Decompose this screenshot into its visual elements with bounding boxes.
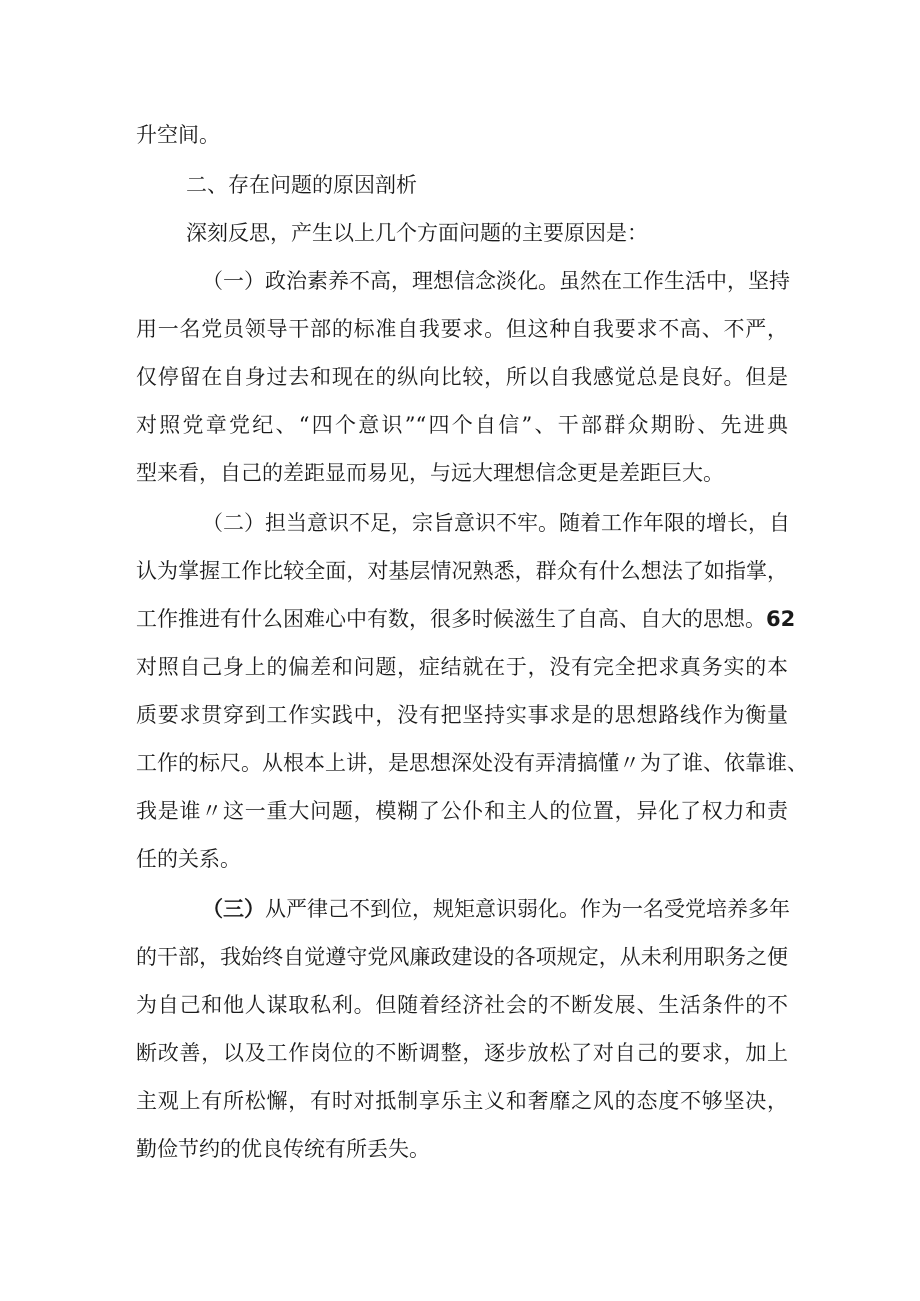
paragraph-line: [202, 894, 788, 924]
paragraph-line: 勤俭节约的优良传统有所丢失。: [136, 1137, 430, 1161]
paragraph-line: 主观上有所松懈，有时对抵制享乐主义和奢靡之风的态度不够坚决，: [136, 1089, 788, 1113]
paragraph-text: 从严律己不到位，规矩意识弱化。作为一名受党培养多年: [265, 897, 790, 921]
paragraph-line: 认为掌握工作比较全面，对基层情况熟悉，群众有什么想法了如指掌，: [136, 559, 788, 583]
paragraph-line: 任的关系。: [136, 847, 241, 871]
section-heading: 二、存在问题的原因剖析: [186, 173, 417, 197]
paragraph-line: 型来看，自己的差距显而易见，与远大理想信念更是差距巨大。: [136, 461, 724, 485]
paragraph-line: 升空间。: [136, 123, 220, 147]
paragraph-line: 的干部，我始终自觉遵守党风廉政建设的各项规定，从未利用职务之便: [136, 945, 788, 969]
paragraph-line: [136, 604, 796, 634]
paragraph-line: 用一名党员领导干部的标准自我要求。但这种自我要求不高、不严，: [136, 317, 788, 341]
paragraph-line: （一）政治素养不高，理想信念淡化。虽然在工作生活中，坚持: [202, 269, 790, 293]
paragraph-line: （二）担当意识不足，宗旨意识不牢。随着工作年限的增长，自: [202, 511, 790, 535]
paragraph-text: 工作推进有什么困难心中有数，很多时候滋生了自高、自大的思想。: [136, 607, 766, 631]
paragraph-line: 质要求贯穿到工作实践中，没有把坚持实事求是的思想路线作为衡量: [136, 703, 788, 727]
paragraph-line: 仅停留在自身过去和现在的纵向比较，所以自我感觉总是良好。但是: [136, 365, 788, 389]
paragraph-line: 我是谁〃这一重大问题，模糊了公仆和主人的位置，异化了权力和责: [136, 799, 788, 823]
paragraph-line: 对照自己身上的偏差和问题，症结就在于，没有完全把求真务实的本: [136, 655, 788, 679]
paragraph-line: 为自己和他人谋取私利。但随着经济社会的不断发展、生活条件的不: [136, 993, 788, 1017]
paragraph-line: 对照党章党纪、“四个意识”“四个自信”、干部群众期盼、先进典: [136, 413, 788, 437]
page-marker: 62: [766, 607, 796, 631]
paragraph-line: 工作的标尺。从根本上讲，是思想深处没有弄清搞懂〃为了谁、依靠谁、: [136, 751, 808, 775]
section-number: （三）: [202, 897, 265, 921]
paragraph-line: 深刻反思，产生以上几个方面问题的主要原因是：: [186, 221, 648, 245]
paragraph-line: 断改善，以及工作岗位的不断调整，逐步放松了对自己的要求，加上: [136, 1041, 788, 1065]
